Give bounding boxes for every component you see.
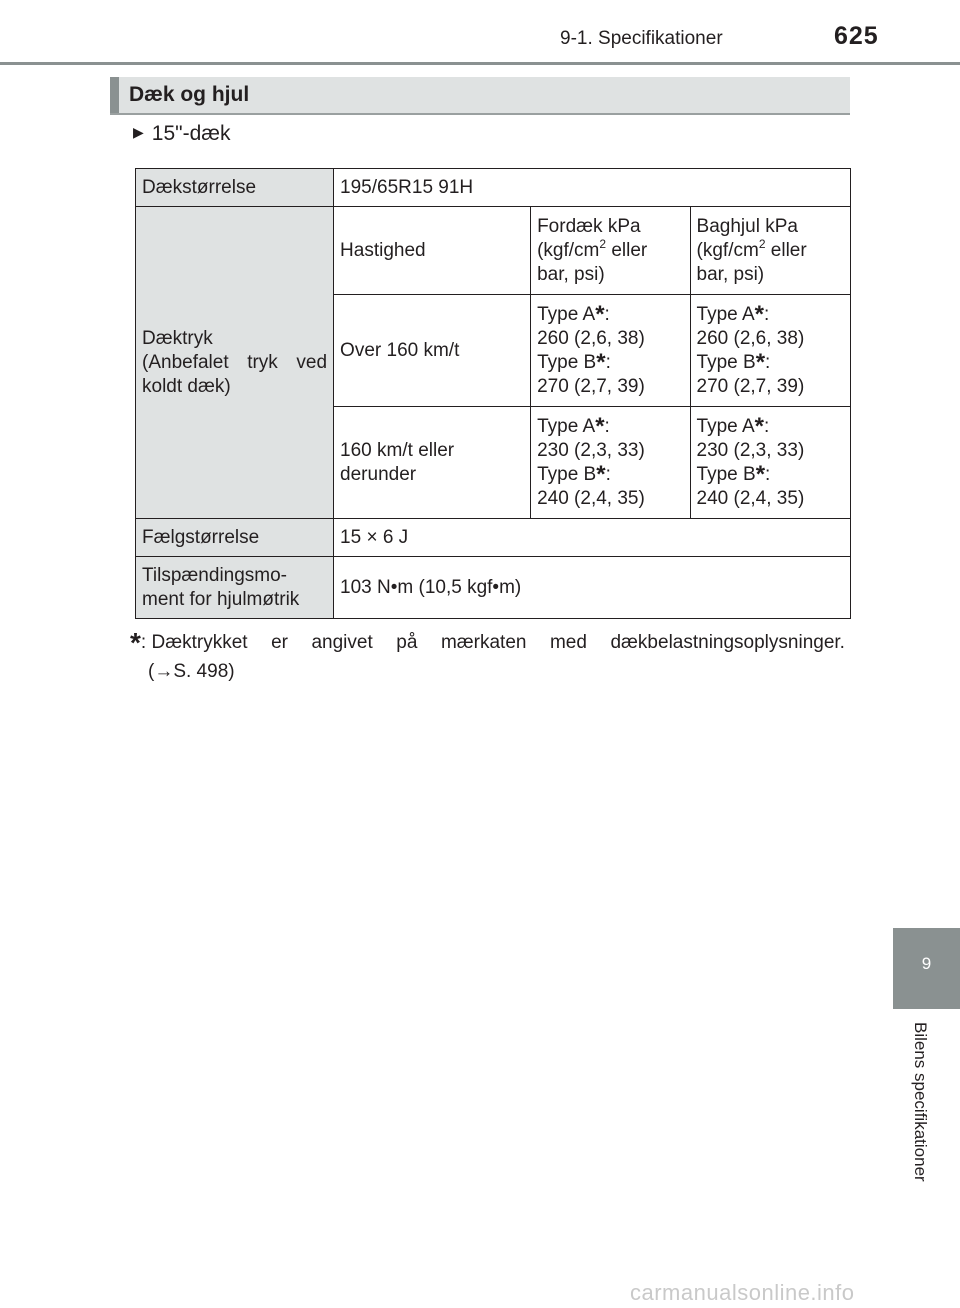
front-pressure-160-or-below <box>531 407 690 519</box>
torque-label-line: ment for hjulmøtrik <box>142 588 300 610</box>
heading-accent-bar <box>110 77 119 113</box>
footnote-word: er <box>271 632 288 653</box>
rear-header-line: bar, psi) <box>696 263 765 285</box>
subheading <box>133 122 230 146</box>
rim-size-label: Fælgstørrelse <box>136 519 334 557</box>
footnote-word: dækbelastningsoplysninger. <box>610 632 845 653</box>
subheading-text: 15"-dæk <box>151 122 231 145</box>
pressure-label-line: Dæktryk <box>142 327 213 349</box>
rear-pressure-160-or-below <box>690 407 850 519</box>
front-column-header <box>531 207 690 295</box>
type-label: Type A*: <box>696 300 770 328</box>
footnote-word: *: Dæktrykket <box>130 627 248 658</box>
type-label: Type B*: <box>696 348 771 376</box>
page-number: 625 <box>834 22 879 50</box>
rear-header-line <box>696 236 844 263</box>
speed-line: 160 km/t eller <box>340 439 455 461</box>
front-header-line: Fordæk kPa <box>537 215 641 237</box>
tire-size-value: 195/65R15 91H <box>334 169 851 207</box>
pressure-value: 240 (2,4, 35) <box>696 487 805 509</box>
front-header-or: eller <box>611 239 648 261</box>
rim-size-value: 15 × 6 J <box>334 519 851 557</box>
front-header-unit: (kgf/cm <box>537 239 600 261</box>
rear-header-or: eller <box>770 239 807 261</box>
pressure-label-line: koldt dæk) <box>142 375 231 397</box>
tire-spec-table <box>135 168 851 619</box>
header-section-title: 9-1. Specifikationer <box>560 28 723 49</box>
table-row <box>136 169 851 207</box>
footnote-marker: * <box>130 627 141 658</box>
pressure-value: 260 (2,6, 38) <box>537 327 645 349</box>
type-label: Type A*: <box>696 412 770 440</box>
torque-label-line: Tilspændingsmo- <box>142 564 288 586</box>
chapter-tab <box>893 928 960 1009</box>
table-row <box>136 519 851 557</box>
pressure-label-line: (Anbefalet tryk ved <box>142 351 328 373</box>
table-row <box>136 557 851 619</box>
header-divider <box>0 62 960 65</box>
section-heading <box>110 77 850 115</box>
chapter-number: 9 <box>921 954 932 973</box>
front-pressure-over-160 <box>531 295 690 407</box>
section-heading-title: Dæk og hjul <box>129 83 250 106</box>
pressure-value: 240 (2,4, 35) <box>537 487 645 509</box>
footnote-word: mærkaten <box>440 632 527 653</box>
rear-header-line: Baghjul kPa <box>696 215 798 237</box>
triangle-bullet-icon: ▶ <box>133 124 144 140</box>
speed-160-or-below <box>334 407 531 519</box>
type-label: Type B*: <box>537 348 611 376</box>
type-label: Type B*: <box>537 460 611 488</box>
superscript: 2 <box>599 236 607 251</box>
footnote-line <box>130 628 845 657</box>
pressure-value: 270 (2,7, 39) <box>537 375 645 397</box>
rear-pressure-over-160 <box>690 295 850 407</box>
speed-column-header: Hastighed <box>334 207 531 295</box>
torque-label <box>136 557 334 619</box>
watermark: carmanualsonline.info <box>630 1280 855 1305</box>
type-label: Type B*: <box>696 460 771 488</box>
superscript: 2 <box>758 236 766 251</box>
torque-value: 103 N•m (10,5 kgf•m) <box>334 557 851 619</box>
chapter-label: Bilens specifikationer <box>911 1022 930 1182</box>
speed-line: derunder <box>340 463 417 485</box>
rear-header-unit: (kgf/cm <box>696 239 759 261</box>
front-header-line <box>537 236 683 263</box>
front-header-line: bar, psi) <box>537 263 605 285</box>
footnote-reference: (→S. 498) <box>148 661 235 682</box>
footnote <box>130 628 845 686</box>
tire-size-label: Dækstørrelse <box>136 169 334 207</box>
speed-over-160: Over 160 km/t <box>334 295 531 407</box>
table-row <box>136 207 851 295</box>
footnote-word: på <box>396 632 418 653</box>
pressure-label-cell <box>136 207 334 519</box>
type-label: Type A*: <box>537 300 610 328</box>
pressure-value: 230 (2,3, 33) <box>696 439 805 461</box>
footnote-word: angivet <box>311 632 373 653</box>
pressure-value: 260 (2,6, 38) <box>696 327 805 349</box>
footnote-word: med <box>549 632 587 653</box>
pressure-value: 230 (2,3, 33) <box>537 439 645 461</box>
pressure-value: 270 (2,7, 39) <box>696 375 805 397</box>
type-label: Type A*: <box>537 412 610 440</box>
rear-column-header <box>690 207 850 295</box>
